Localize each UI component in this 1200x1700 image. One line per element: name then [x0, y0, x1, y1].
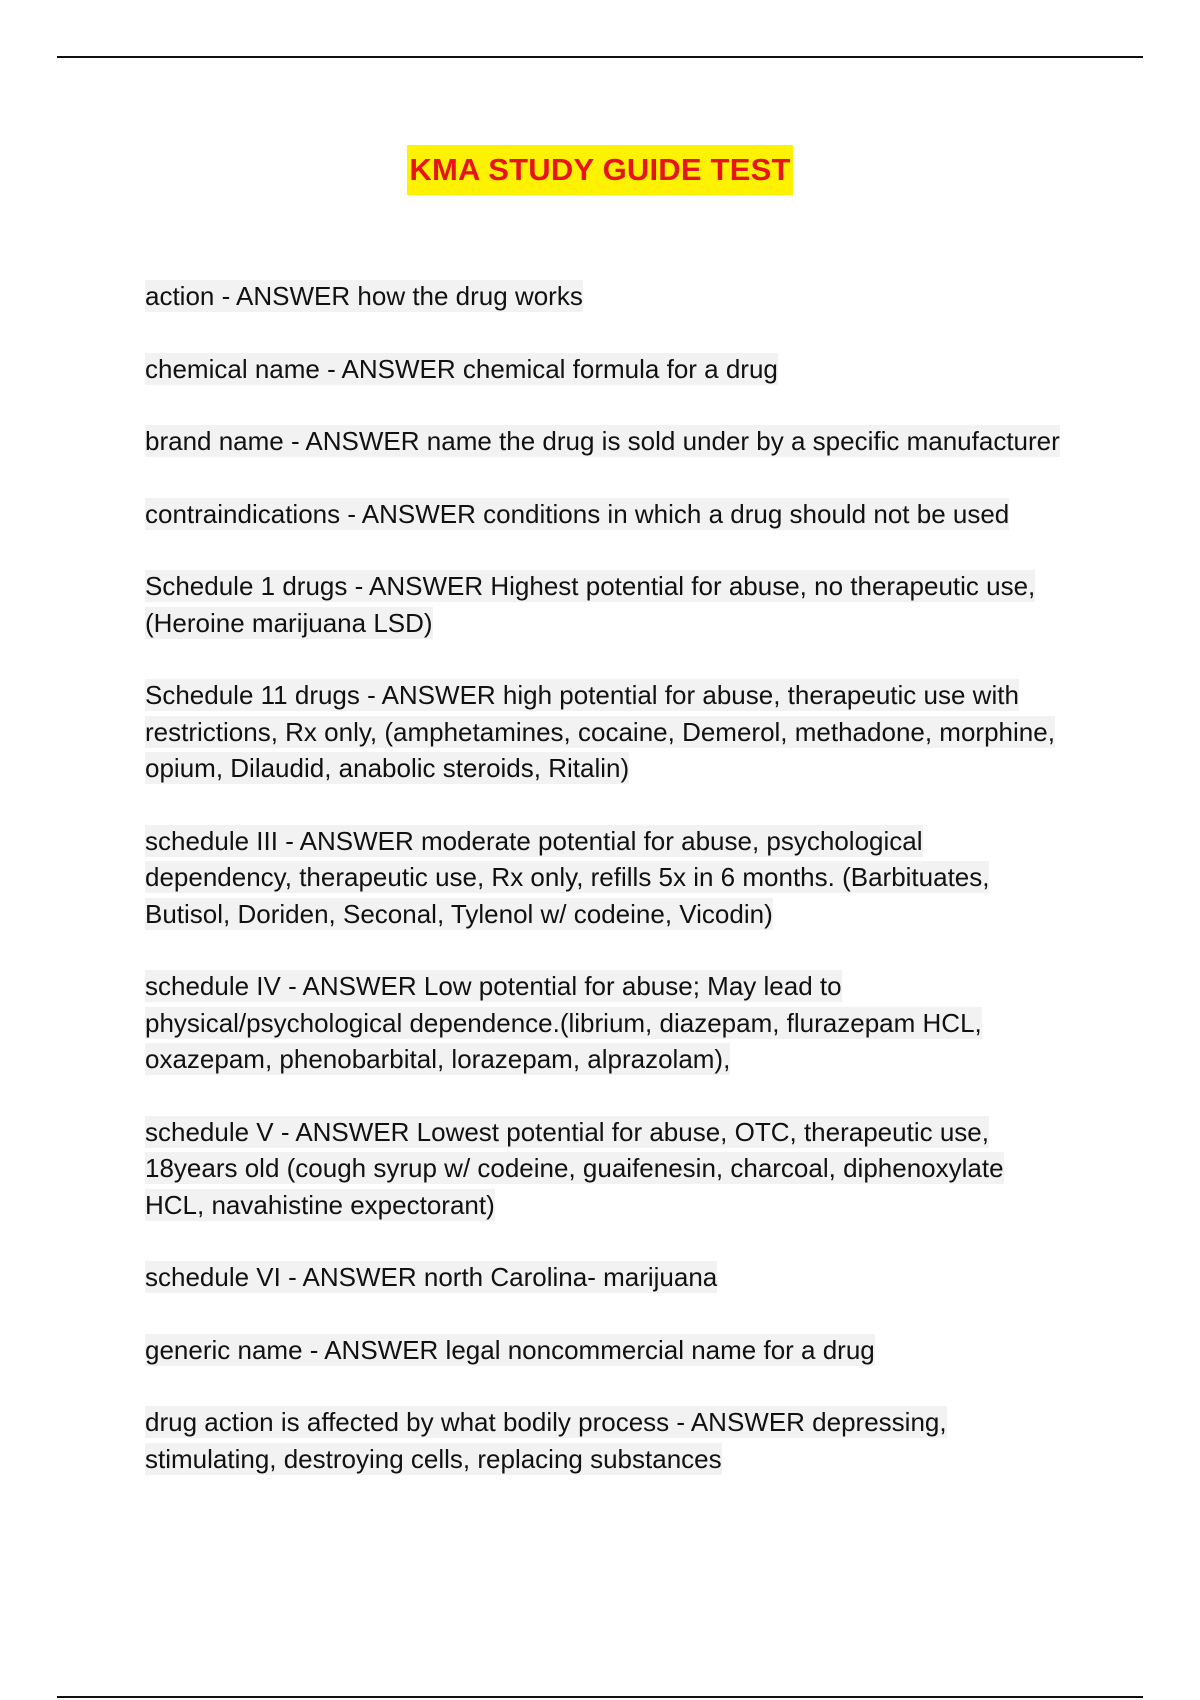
qa-item-schedule-1	[145, 568, 1065, 641]
qa-text: contraindications - ANSWER conditions in which a drug should not be used	[145, 498, 1010, 529]
qa-item-contraindications	[145, 496, 1065, 533]
qa-text: action - ANSWER how the drug works	[145, 281, 583, 311]
qa-text: schedule VI - ANSWER north Carolina- marijuana	[145, 1262, 718, 1292]
qa-item-brand-name	[145, 423, 1065, 460]
qa-item-schedule-5	[145, 1114, 1065, 1224]
qa-text: schedule III - ANSWER moderate potential for abuse, psychological dependency, therapeutic use, Rx only, refills 5x in 6 months. (Barbituates, Butisol, Doriden, Seconal, Tylenol w/ codeine, Vicodin)	[145, 825, 990, 929]
qa-text: generic name - ANSWER legal noncommercial name for a drug	[145, 1334, 875, 1365]
qa-item-schedule-2	[145, 677, 1065, 787]
qa-text: schedule V - ANSWER Lowest potential for abuse, OTC, therapeutic use, 18years old (cough syrup w/ codeine, guaifenesin, charcoal, diphenoxylate HCL, navahistine expectorant)	[145, 1116, 1004, 1220]
qa-item-generic-name	[145, 1332, 1065, 1369]
qa-text: schedule IV - ANSWER Low potential for abuse; May lead to physical/psychological dependence.(librium, diazepam, flurazepam HCL, oxazepam, phenobarbital, lorazepam, alprazolam),	[145, 971, 982, 1074]
qa-text: Schedule 11 drugs - ANSWER high potential for abuse, therapeutic use with restrictions, Rx only, (amphetamines, cocaine, Demerol, methadone, morphine, opium, Dilaudid, anabolic steroids, Ritalin)	[145, 680, 1055, 783]
document-title: KMA STUDY GUIDE TEST	[407, 145, 792, 195]
qa-list	[145, 278, 1065, 1513]
qa-item-schedule-6	[145, 1259, 1065, 1296]
qa-item-schedule-3	[145, 823, 1065, 933]
qa-text: chemical name - ANSWER chemical formula for a drug	[145, 353, 778, 384]
qa-item-drug-action	[145, 1404, 1065, 1477]
qa-text: brand name - ANSWER name the drug is sold under by a specific manufacturer	[145, 426, 1060, 456]
qa-text: Schedule 1 drugs - ANSWER Highest potential for abuse, no therapeutic use, (Heroine marijuana LSD)	[145, 571, 1036, 638]
qa-text: drug action is affected by what bodily process - ANSWER depressing, stimulating, destroying cells, replacing substances	[145, 1407, 947, 1474]
qa-item-chemical-name	[145, 351, 1065, 388]
bottom-rule	[57, 1696, 1143, 1698]
qa-item-schedule-4	[145, 968, 1065, 1078]
title-container	[0, 145, 1200, 195]
top-rule	[57, 56, 1143, 58]
qa-item-action	[145, 278, 1065, 315]
